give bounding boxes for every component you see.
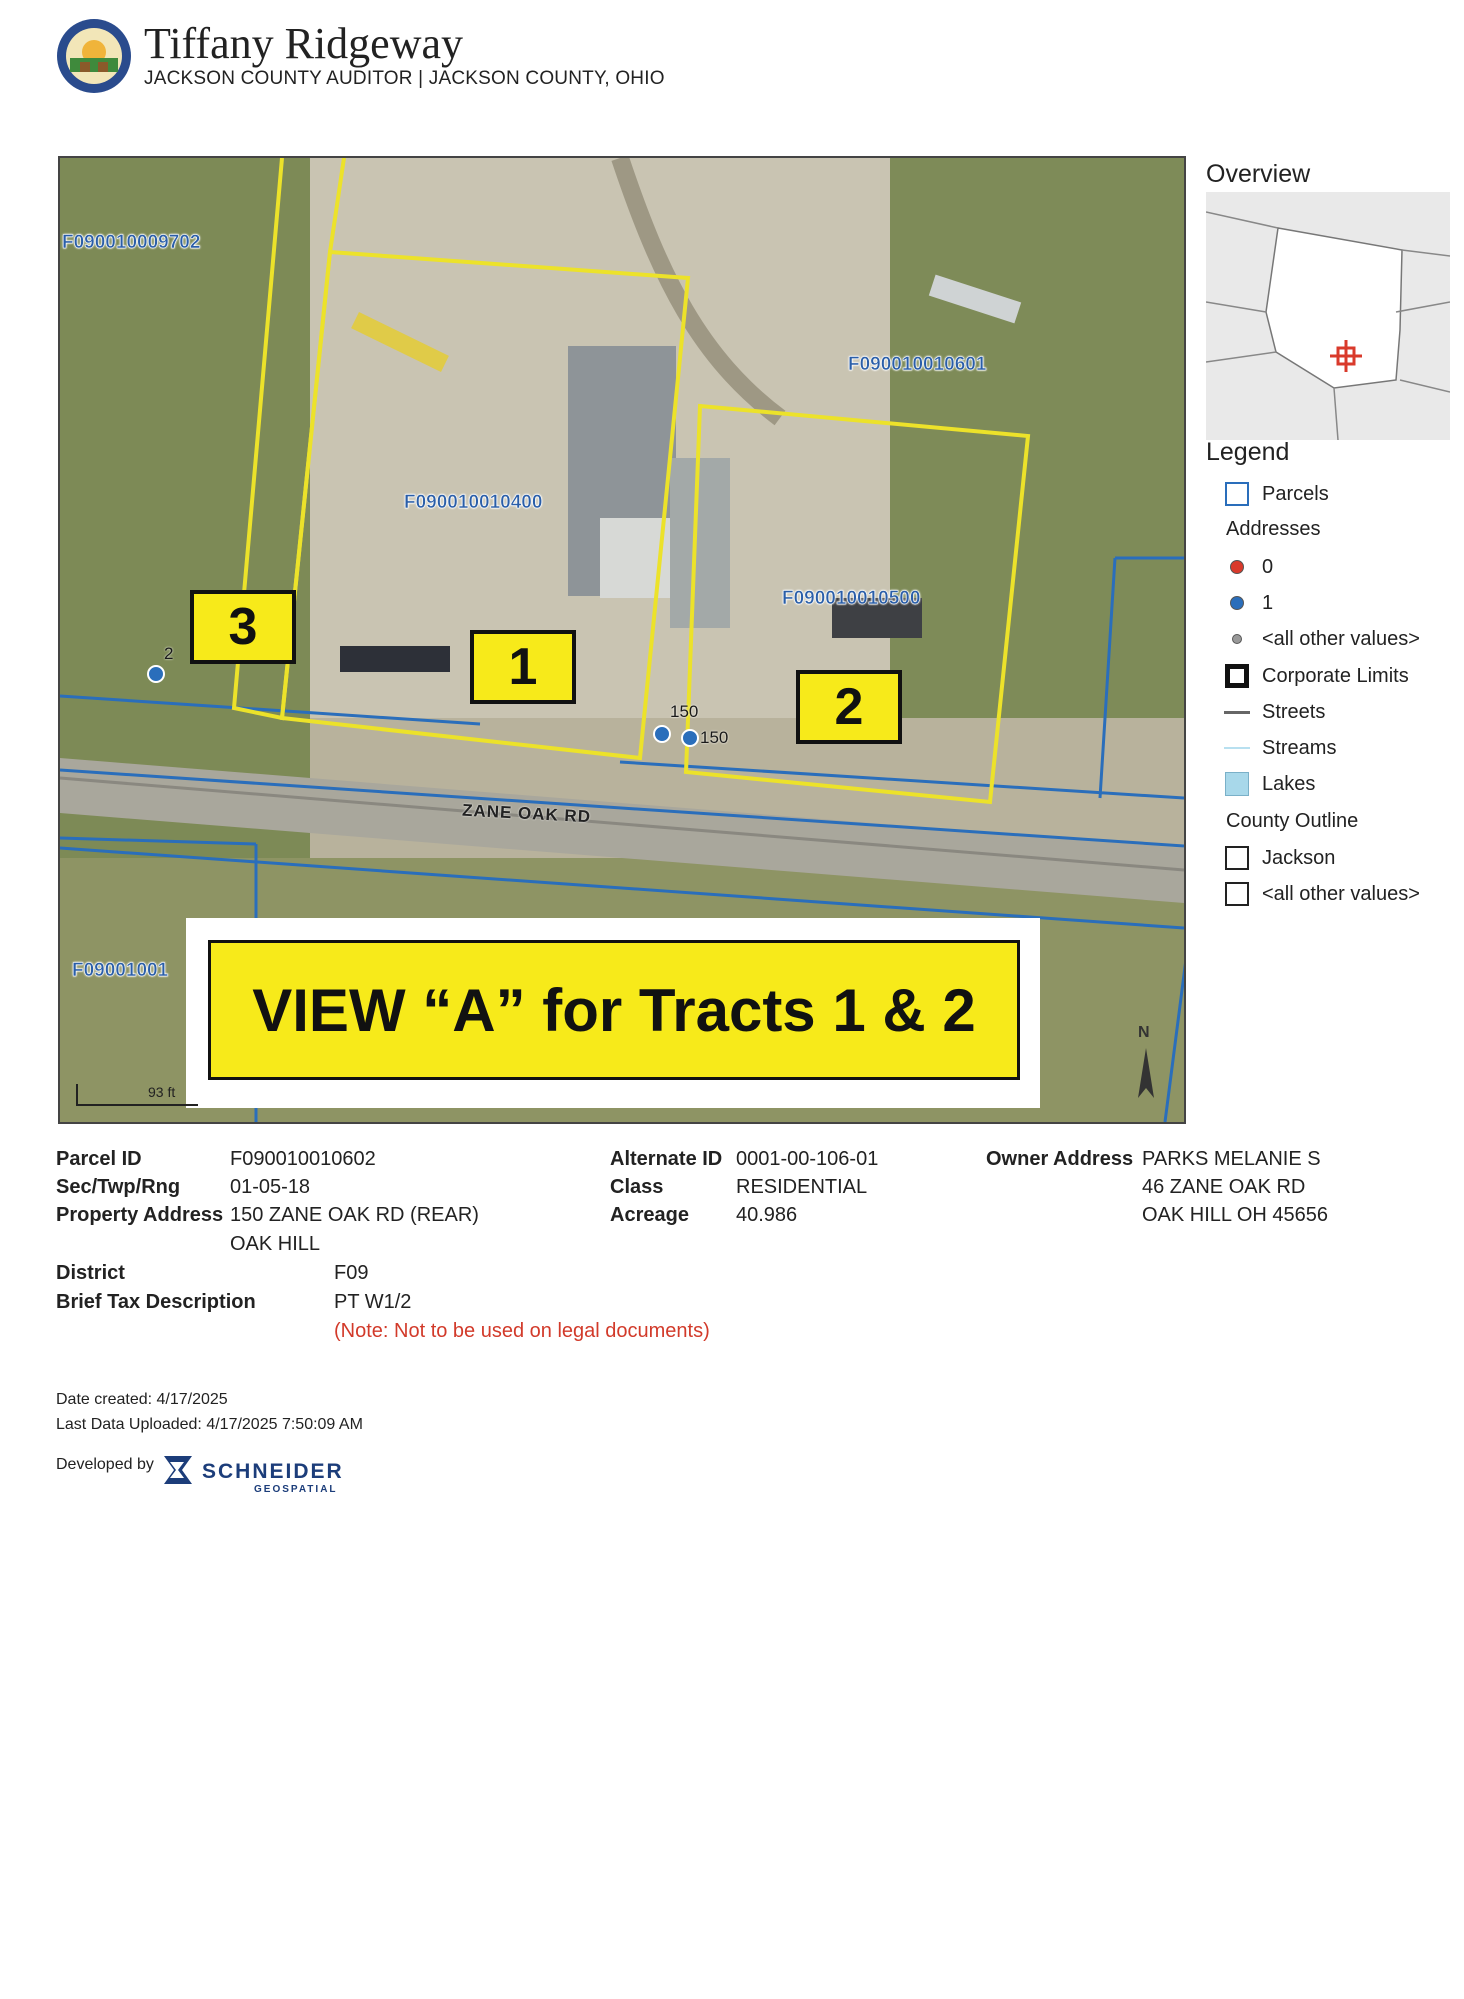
view-banner (186, 918, 1040, 1108)
schneider-geospatial-logo[interactable] (162, 1452, 362, 1498)
legend-item-streets: Streets (1222, 697, 1325, 727)
property-address-label: Property Address (56, 1204, 224, 1226)
class-value: RESIDENTIAL (736, 1176, 868, 1198)
grey-dot-icon (1232, 634, 1242, 644)
legend-item-addr-1: 1 (1222, 588, 1273, 618)
acreage-value: 40.986 (736, 1204, 798, 1226)
date-created: Date created: 4/17/2025 (56, 1391, 228, 1408)
brief-tax-description-value: PT W1/2 (334, 1291, 412, 1313)
legend-item-streams: Streams (1222, 733, 1336, 763)
overview-map[interactable] (1206, 192, 1450, 440)
address-number: 2 (164, 644, 174, 663)
last-data-uploaded: Last Data Uploaded: 4/17/2025 7:50:09 AM (56, 1416, 363, 1433)
view-banner-text: VIEW “A” for Tracts 1 & 2 (252, 976, 976, 1044)
county-square-icon (1225, 846, 1249, 870)
legend-title: Legend (1206, 438, 1290, 466)
scale-bar (76, 1084, 198, 1106)
county-seal-logo (56, 18, 132, 94)
brief-tax-description-label: Brief Tax Description (56, 1291, 256, 1313)
class-label: Class (610, 1176, 664, 1198)
developed-by-label: Developed by (56, 1456, 154, 1473)
owner-address-label: Owner Address (986, 1148, 1134, 1170)
auditor-subtitle: JACKSON COUNTY AUDITOR | JACKSON COUNTY, OHIO (144, 68, 665, 89)
road-label: ZANE OAK RD (461, 800, 592, 827)
district-value: F09 (334, 1262, 369, 1284)
legend-item-jackson: Jackson (1222, 843, 1335, 873)
overview-title: Overview (1206, 160, 1311, 188)
parcel-label[interactable]: F090010010500 (782, 588, 921, 609)
auditor-name: Tiffany Ridgeway (144, 19, 463, 68)
legend-group-county-outline: County Outline (1226, 810, 1359, 832)
corporate-limits-square-icon (1225, 664, 1249, 688)
property-address-line1: 150 ZANE OAK RD (REAR) (230, 1204, 479, 1226)
alternate-id-label: Alternate ID (610, 1148, 723, 1170)
address-number: 150 (670, 702, 699, 721)
street-line-icon (1224, 711, 1250, 714)
tract-2-marker: 2 (796, 670, 902, 744)
alternate-id-value: 0001-00-106-01 (736, 1148, 879, 1170)
sec-twp-rng-value: 01-05-18 (230, 1176, 311, 1198)
stream-line-icon (1224, 747, 1250, 749)
svg-text:GEOSPATIAL: GEOSPATIAL (254, 1484, 338, 1495)
address-number: 150 (700, 728, 729, 747)
owner-city: OAK HILL OH 45656 (1142, 1204, 1329, 1226)
parcel-map[interactable] (58, 156, 1186, 1124)
red-dot-icon (1230, 560, 1244, 574)
legend-item-addr-0: 0 (1222, 552, 1273, 582)
tract-1-marker: 1 (470, 630, 576, 704)
owner-name: PARKS MELANIE S (1142, 1148, 1321, 1170)
sec-twp-rng-label: Sec/Twp/Rng (56, 1176, 181, 1198)
north-arrow-label: N (1138, 1024, 1150, 1041)
parcel-id-label: Parcel ID (56, 1148, 142, 1170)
owner-street: 46 ZANE OAK RD (1142, 1176, 1306, 1198)
parcel-label[interactable]: F090010009702 (62, 232, 201, 253)
legend-group-addresses: Addresses (1226, 518, 1321, 540)
legend-item-addr-other: <all other values> (1222, 624, 1420, 654)
parcel-square-icon (1225, 482, 1249, 506)
legal-note: (Note: Not to be used on legal documents) (334, 1320, 710, 1342)
svg-text:SCHNEIDER: SCHNEIDER (202, 1460, 344, 1483)
parcel-label[interactable]: F090010010400 (404, 492, 543, 513)
parcel-label[interactable]: F090010010601 (848, 354, 987, 375)
lake-square-icon (1225, 772, 1249, 796)
legend-item-corporate-limits: Corporate Limits (1222, 661, 1409, 691)
county-square-icon (1225, 882, 1249, 906)
district-label: District (56, 1262, 125, 1284)
schneider-mark-icon (164, 1456, 192, 1484)
scale-label: 93 ft (148, 1084, 176, 1100)
blue-dot-icon (1230, 596, 1244, 610)
legend-item-county-other: <all other values> (1222, 879, 1420, 909)
parcel-label[interactable]: F09001001 (72, 960, 169, 981)
legend-item-parcels: Parcels (1222, 479, 1329, 509)
tract-3-marker: 3 (190, 590, 296, 664)
parcel-id-value: F090010010602 (230, 1148, 376, 1170)
legend-item-lakes: Lakes (1222, 769, 1315, 799)
acreage-label: Acreage (610, 1204, 689, 1226)
property-address-line2: OAK HILL (230, 1233, 321, 1255)
